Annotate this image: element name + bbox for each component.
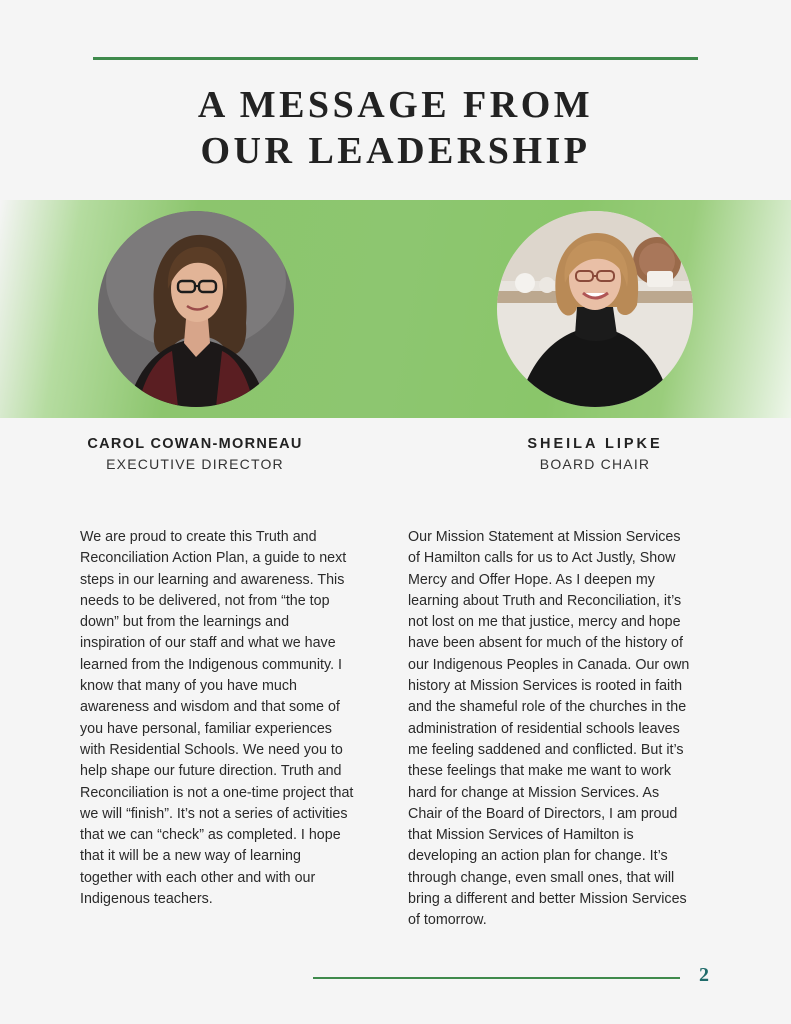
message-line: these feelings that make me want to work (408, 763, 672, 780)
message-line: help shape our future direction. Truth and (80, 763, 342, 780)
message-line: me feeling saddened and conflicted. But it’s (408, 741, 684, 758)
portrait-executive-director (98, 211, 294, 407)
message-line: bring a different and better Mission Services (408, 891, 687, 908)
message-line: Mercy and Offer Hope. As I deepen my (408, 571, 655, 588)
message-line: Reconciliation Action Plan, a guide to next (80, 550, 347, 567)
message-line: Chair of the Board of Directors, I am proud (408, 805, 678, 822)
message-line: inspiration of our staff and what we have (80, 635, 336, 652)
leader-role-executive-director: EXECUTIVE DIRECTOR (106, 456, 284, 472)
message-line: and the shameful role of the churches in the (408, 699, 687, 716)
message-line: of tomorrow. (408, 912, 487, 929)
message-line: Indigenous teachers. (80, 891, 213, 908)
message-line: that it will be a new way of learning (80, 848, 301, 865)
title-line-2: OUR LEADERSHIP (200, 130, 591, 172)
message-line: you have personal, familiar experiences (80, 720, 332, 737)
message-line: that Mission Services of Hamilton is (408, 827, 634, 844)
leader-name-board-chair: SHEILA LIPKE (527, 436, 663, 452)
message-line: learning about Truth and Reconciliation, it’s (408, 592, 682, 609)
message-line: steps in our learning and awareness. This (80, 571, 345, 588)
page-title (0, 82, 791, 174)
message-executive-director (80, 527, 385, 910)
leader-name-executive-director: CAROL COWAN-MORNEAU (87, 436, 303, 452)
message-line: know that many of you have much (80, 678, 297, 695)
message-line: of Hamilton calls for us to Act Justly, Show (408, 550, 676, 567)
portrait-photo-1 (98, 211, 294, 407)
message-line: through change, even small ones, that will (408, 869, 675, 886)
footer-divider-line (313, 977, 680, 979)
message-line: awareness and wisdom and that some of (80, 699, 340, 716)
message-line: together with each other and with our (80, 869, 316, 886)
message-line: learned from the Indigenous community. I (80, 656, 342, 673)
message-line: that we can “check” as completed. I hope (80, 827, 341, 844)
message-line: developing an action plan for change. It’s (408, 848, 668, 865)
message-line: not lost on me that justice, mercy and hope (408, 614, 681, 631)
message-board-chair (408, 527, 720, 932)
message-line: administration of residential schools leaves (408, 720, 680, 737)
message-line: Reconciliation is not a one-time project that (80, 784, 354, 801)
top-divider-line (93, 57, 698, 60)
page-number: 2 (699, 964, 709, 986)
message-line: with Residential Schools. We need you to (80, 741, 343, 758)
message-line: our Indigenous Peoples in Canada. Our own (408, 656, 690, 673)
title-line-1: A MESSAGE FROM (197, 84, 594, 126)
portrait-board-chair (497, 211, 693, 407)
message-line: Our Mission Statement at Mission Services (408, 529, 681, 545)
leader-role-board-chair: BOARD CHAIR (539, 456, 651, 472)
message-line: history at Mission Services is rooted in faith (408, 678, 683, 695)
message-line: down” but from the learnings and (80, 614, 290, 631)
message-line: needs to be delivered, not from “the top (80, 592, 330, 609)
message-line: hard for change at Mission Services. As (408, 784, 660, 801)
message-line: have been absent for much of the history of (408, 635, 683, 652)
message-line: we will “finish”. It’s not a series of activities (80, 805, 348, 822)
portrait-photo-2 (497, 211, 693, 407)
message-line: We are proud to create this Truth and (80, 529, 317, 545)
